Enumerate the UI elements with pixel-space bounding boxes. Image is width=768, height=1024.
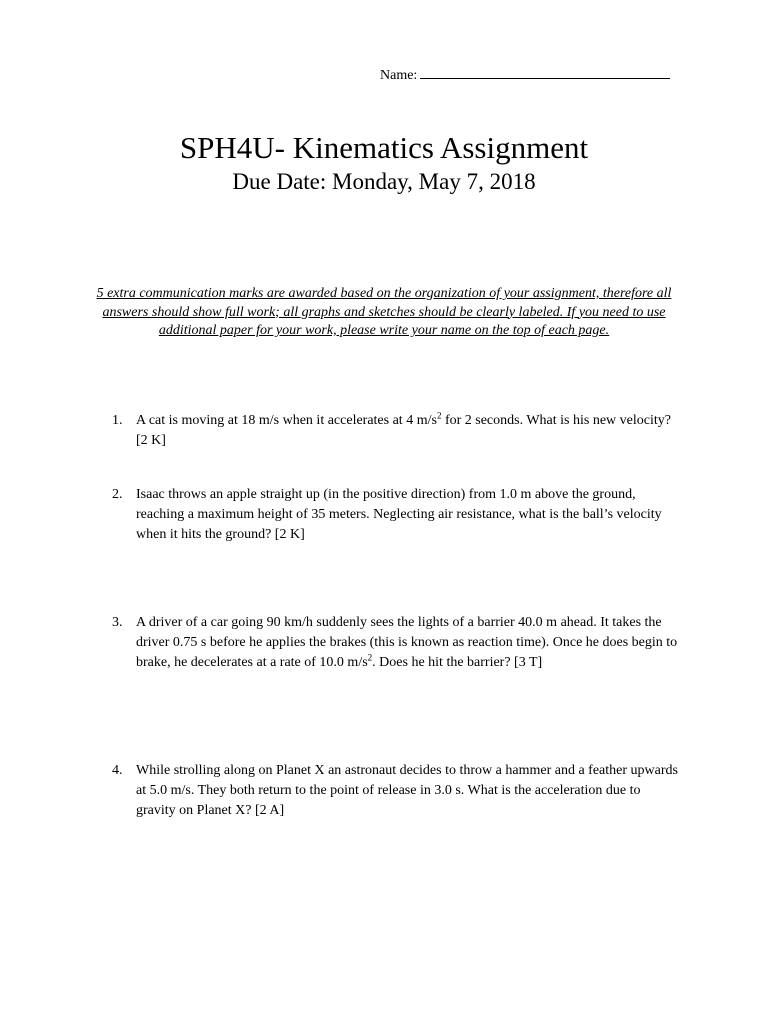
question-number: 1. <box>112 413 123 428</box>
due-date: Due Date: Monday, May 7, 2018 <box>232 169 536 194</box>
name-blank-line <box>420 66 670 79</box>
page-title: SPH4U- Kinematics Assignment <box>179 130 589 165</box>
communication-marks-notice: 5 extra communication marks are awarded based on the organization of your assignment, therefore all answers should show full work; all graphs and sketches should be clearly labeled. If you need to use additional paper for your work, please write your name on the top of each page. <box>96 286 672 338</box>
question-2 <box>112 485 682 545</box>
question-number: 2. <box>112 487 123 502</box>
superscript: 2 <box>436 410 442 421</box>
question-number: 4. <box>112 763 123 778</box>
question-text: A cat is moving at 18 m/s when it accelerates at 4 $m/s^2$ for 2 seconds. What is his new velocity? [2 K] <box>136 410 671 448</box>
question-number: 3. <box>112 615 123 630</box>
question-text: Isaac throws an apple straight up (in the positive direction) from 1.0 m above the ground, reaching a maximum height of 35 meters. Neglecting air resistance, what is the ball’s velocity when it hits the ground? [2 K] <box>136 487 662 542</box>
question-text: While strolling along on Planet X an astronaut decides to throw a hammer and a feather upwards at 5.0 m/s. They both return to the point of release in 3.0 s. What is the acceleration due to gravity on Planet X? [2 A] <box>136 763 678 818</box>
question-4 <box>112 761 682 821</box>
name-field <box>380 66 670 84</box>
question-3 <box>112 613 682 673</box>
superscript: 2 <box>367 652 373 663</box>
question-1 <box>112 411 682 451</box>
name-label: Name: <box>380 68 418 83</box>
question-text: A driver of a car going 90 km/h suddenly sees the lights of a barrier 40.0 m ahead. It takes the driver 0.75 s before he applies the brakes (this is known as reaction time). Once he does begin to brake, he decelerates at a rate of 10.0 $m/s^2$. Does he hit the barrier? [3 T] <box>136 615 678 670</box>
